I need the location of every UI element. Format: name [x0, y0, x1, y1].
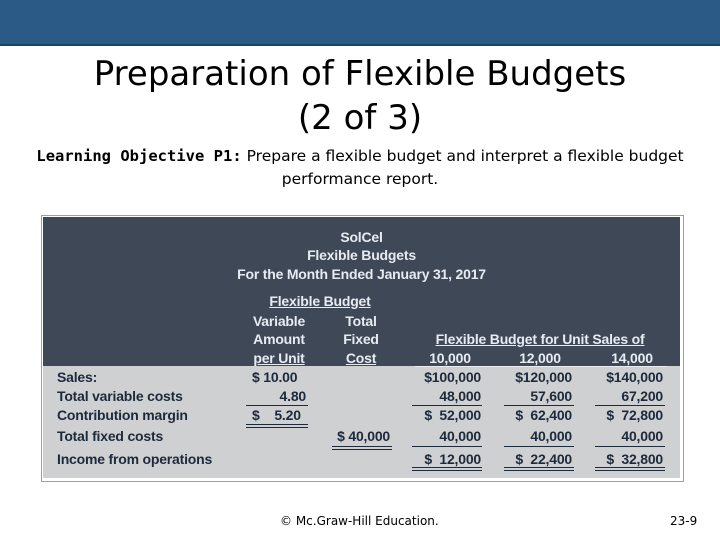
c2-rule-4: [504, 470, 574, 471]
var-total-variable-costs: 4.80: [279, 388, 306, 404]
total-fixed-header-line-3: Cost: [345, 350, 377, 366]
variable-amount-header-line-3: per Unit: [253, 350, 305, 366]
c1-rule-2: [412, 446, 482, 447]
slide-title-line-1: Preparation of Flexible Budgets: [93, 54, 627, 94]
c2-income-from-operations: $ 22,400: [515, 451, 572, 467]
c3-rule-4: [595, 470, 665, 471]
c2-rule-2: [504, 446, 574, 447]
c3-sales: $140,000: [606, 369, 663, 385]
slide-top-bar: [0, 0, 720, 46]
report-period: For the Month Ended January 31, 2017: [237, 266, 486, 282]
c1-contribution-margin: $ 52,000: [424, 407, 481, 423]
var-rule-3: [246, 427, 308, 428]
unit-sales-header: Flexible Budget for Unit Sales of: [435, 331, 645, 347]
total-fixed-header-line-2: Fixed: [343, 331, 379, 347]
c3-total-variable-costs: 67,200: [621, 388, 663, 404]
row-label-total-fixed-costs: Total fixed costs: [57, 428, 164, 444]
row-label-total-variable-costs: Total variable costs: [57, 388, 183, 404]
flexible-budget-header: Flexible Budget: [269, 293, 371, 309]
objective-text: Prepare a flexible budget and interpret a flexible budget performance report.: [246, 147, 684, 188]
row-label-contribution-margin: Contribution margin: [57, 407, 188, 423]
variable-amount-header-line-2: Amount: [253, 331, 305, 347]
report-title: Flexible Budgets: [307, 247, 416, 263]
unit-level-12000: 12,000: [519, 350, 561, 366]
c3-total-fixed-costs: 40,000: [621, 428, 663, 444]
c1-income-from-operations: $ 12,000: [424, 451, 481, 467]
var-rule-1: [246, 405, 308, 406]
fixed-rule-2: [332, 449, 392, 450]
unit-level-10000: 10,000: [429, 350, 471, 366]
company-name: SolCel: [340, 229, 383, 245]
row-label-income-from-operations: Income from operations: [57, 451, 213, 467]
c2-total-variable-costs: 57,600: [530, 388, 572, 404]
footer-copyright: © Mc.Graw-Hill Education.: [280, 514, 439, 528]
c1-rule-1: [412, 405, 482, 406]
learning-objective: [20, 145, 700, 191]
c2-rule-1: [504, 405, 574, 406]
unit-levels-underline: [415, 366, 667, 367]
c3-rule-3: [595, 467, 665, 468]
c1-rule-4: [412, 470, 482, 471]
c2-contribution-margin: $ 62,400: [515, 407, 572, 423]
var-sales: $ 10.00: [252, 369, 298, 385]
objective-label: Learning Objective P1:: [36, 147, 242, 165]
total-fixed-header-line-1: Total: [345, 313, 377, 329]
c1-rule-3: [412, 467, 482, 468]
c2-total-fixed-costs: 40,000: [530, 428, 572, 444]
fixed-total-fixed-costs: $ 40,000: [337, 428, 390, 444]
var-contribution-margin: $ 5.20: [252, 407, 301, 423]
c1-total-variable-costs: 48,000: [439, 388, 481, 404]
c2-rule-3: [504, 467, 574, 468]
c2-sales: $120,000: [515, 369, 572, 385]
c1-sales: $100,000: [424, 369, 481, 385]
row-label-sales: Sales:: [57, 369, 98, 385]
fixed-rule-1: [332, 446, 392, 447]
footer-page-number: 23-9: [670, 514, 698, 528]
unit-level-14000: 14,000: [611, 350, 653, 366]
c3-income-from-operations: $ 32,800: [606, 451, 663, 467]
c3-rule-2: [595, 446, 665, 447]
slide-title-line-2: (2 of 3): [297, 98, 423, 138]
c1-total-fixed-costs: 40,000: [439, 428, 481, 444]
c3-contribution-margin: $ 72,800: [606, 407, 663, 423]
c3-rule-1: [595, 405, 665, 406]
slide-title: [0, 52, 720, 140]
variable-amount-header-line-1: Variable: [252, 313, 306, 329]
var-rule-2: [246, 424, 308, 425]
